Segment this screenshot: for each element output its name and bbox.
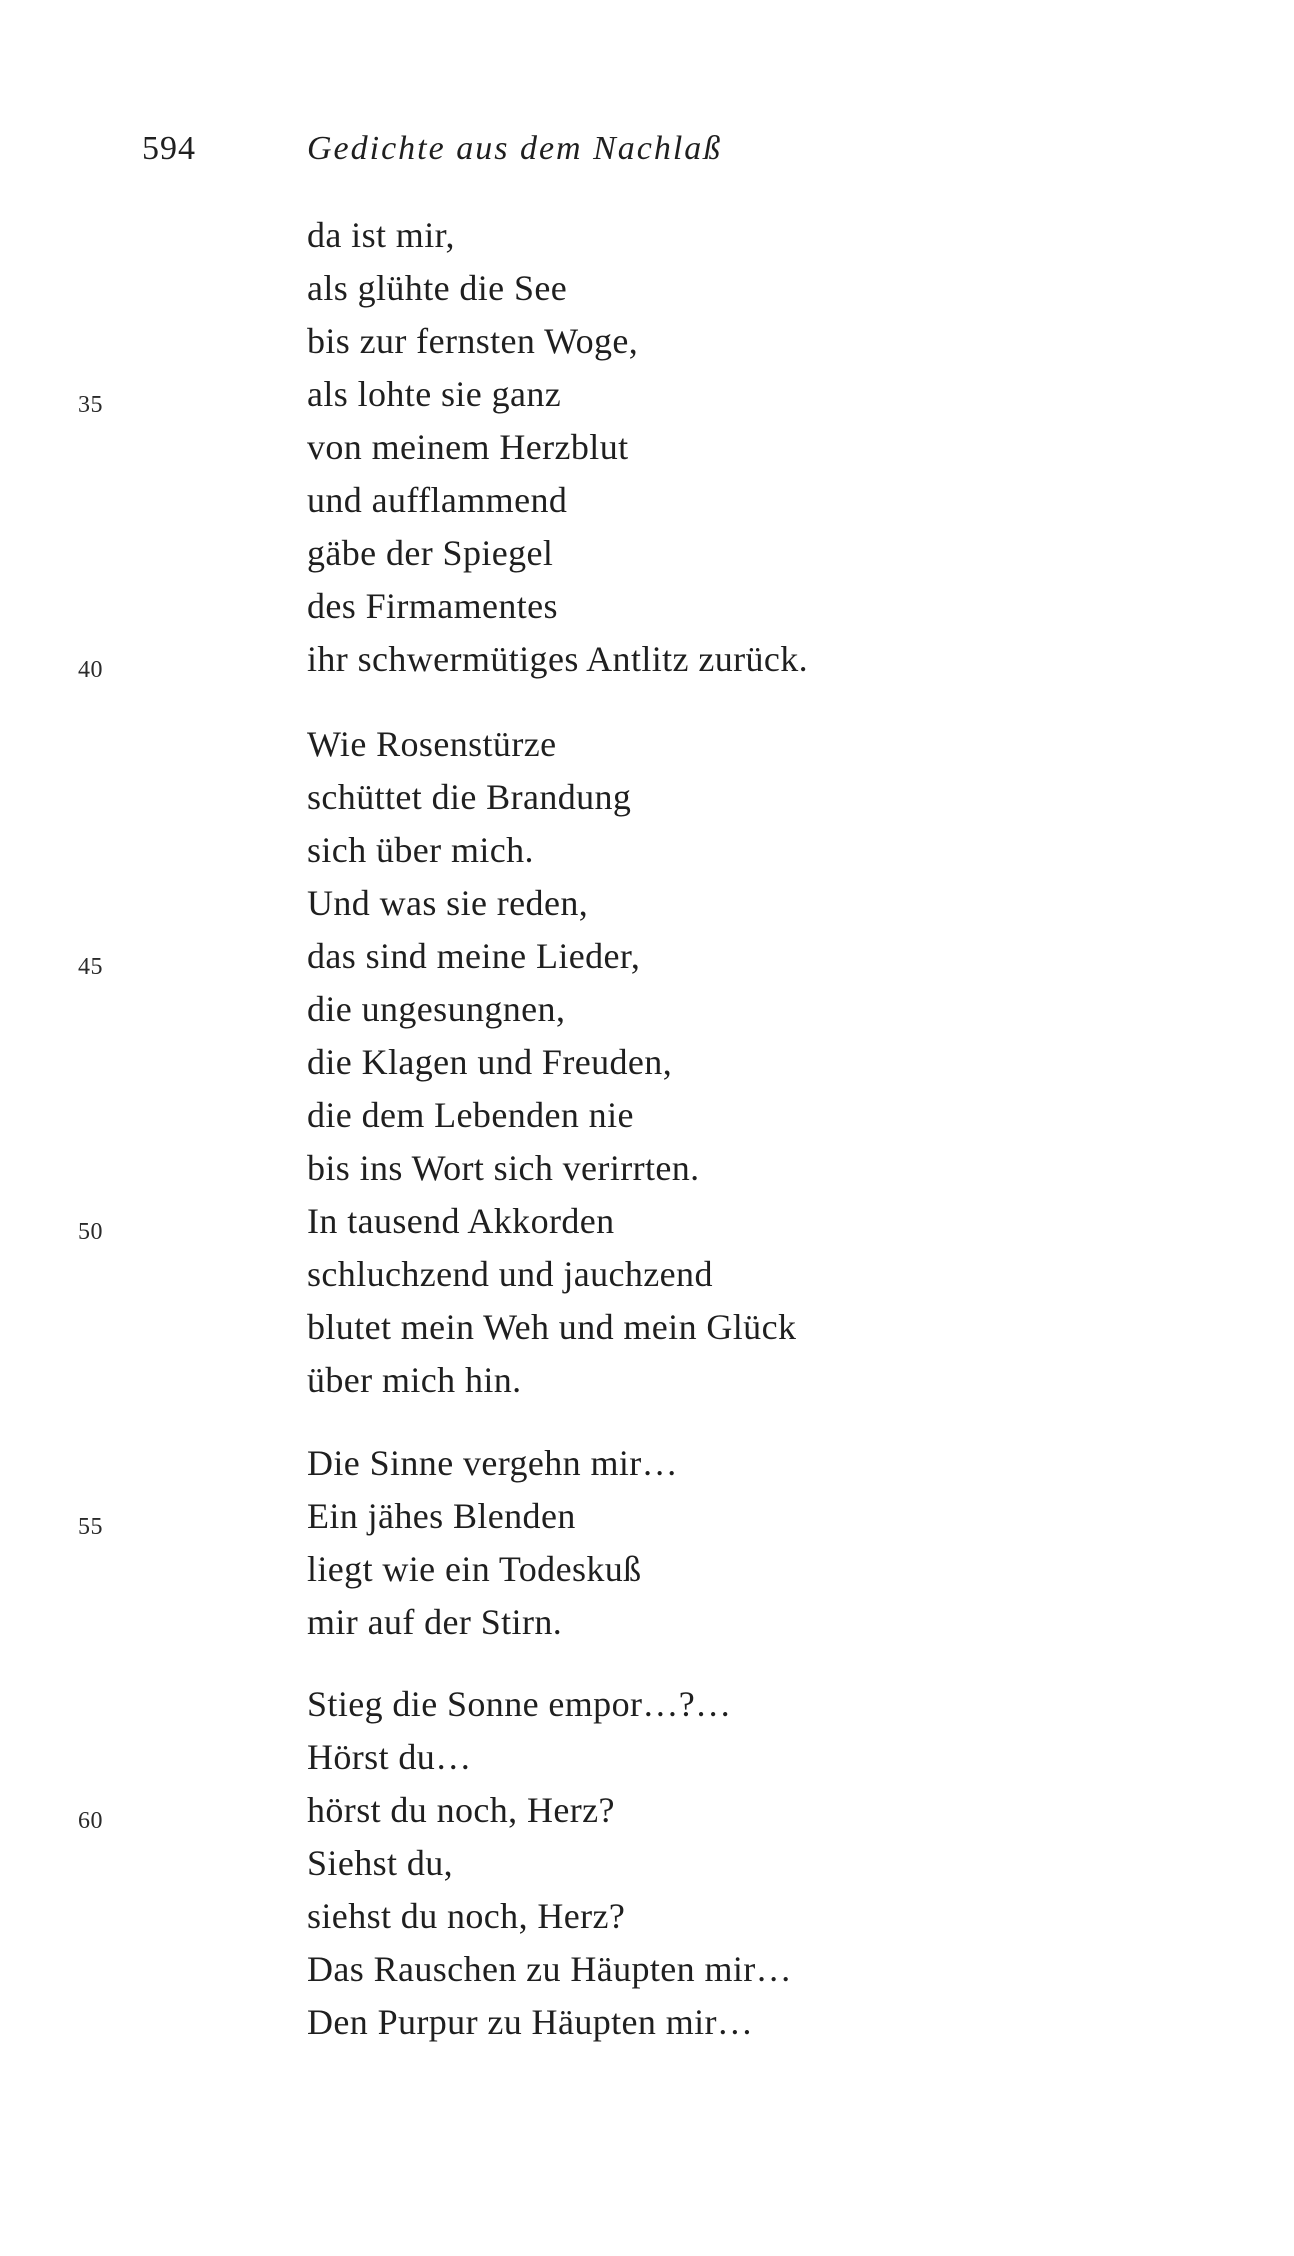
poem-line: liegt wie ein Todeskuß xyxy=(307,1549,642,1589)
page-number: 594 xyxy=(142,130,196,167)
line-number: 40 xyxy=(78,657,103,683)
poem-line: gäbe der Spiegel xyxy=(307,533,554,573)
line-number: 45 xyxy=(78,954,103,980)
poem-line: sich über mich. xyxy=(307,830,534,870)
poem-line: Hörst du… xyxy=(307,1737,472,1777)
poem-line: mir auf der Stirn. xyxy=(307,1602,563,1642)
poem-line: hörst du noch, Herz? xyxy=(307,1790,615,1830)
poem-line: schüttet die Brandung xyxy=(307,777,632,817)
poem-line: bis zur fernsten Woge, xyxy=(307,321,639,361)
running-title: Gedichte aus dem Nachlaß xyxy=(307,130,723,167)
line-number: 55 xyxy=(78,1514,103,1540)
poem-line: bis ins Wort sich verirrten. xyxy=(307,1148,700,1188)
poem-line: Stieg die Sonne empor…?… xyxy=(307,1684,732,1724)
poem-line: Die Sinne vergehn mir… xyxy=(307,1443,679,1483)
poem-line: die Klagen und Freuden, xyxy=(307,1042,673,1082)
poem-line: Ein jähes Blenden xyxy=(307,1496,576,1536)
line-number: 35 xyxy=(78,392,103,418)
poem-line: Das Rauschen zu Häupten mir… xyxy=(307,1949,793,1989)
poem-line: blutet mein Weh und mein Glück xyxy=(307,1307,797,1347)
poem-line: des Firmamentes xyxy=(307,586,558,626)
poem-line: schluchzend und jauchzend xyxy=(307,1254,713,1294)
poem-line: ihr schwermütiges Antlitz zurück. xyxy=(307,639,809,679)
line-number: 50 xyxy=(78,1219,103,1245)
poem-line: und aufflammend xyxy=(307,480,568,520)
poem-line: die ungesungnen, xyxy=(307,989,566,1029)
poem-line: als glühte die See xyxy=(307,268,568,308)
poem-line: Den Purpur zu Häupten mir… xyxy=(307,2002,754,2042)
poem-line: über mich hin. xyxy=(307,1360,522,1400)
poem-line: Siehst du, xyxy=(307,1843,454,1883)
poem-line: da ist mir, xyxy=(307,215,455,255)
poem-line: als lohte sie ganz xyxy=(307,374,562,414)
poem-line: siehst du noch, Herz? xyxy=(307,1896,626,1936)
poem-line: das sind meine Lieder, xyxy=(307,936,641,976)
line-number: 60 xyxy=(78,1808,103,1834)
poem-line: Und was sie reden, xyxy=(307,883,589,923)
poem-line: die dem Lebenden nie xyxy=(307,1095,634,1135)
poem-line: von meinem Herzblut xyxy=(307,427,629,467)
poem-line: Wie Rosenstürze xyxy=(307,724,557,764)
poem-line: In tausend Akkorden xyxy=(307,1201,615,1241)
